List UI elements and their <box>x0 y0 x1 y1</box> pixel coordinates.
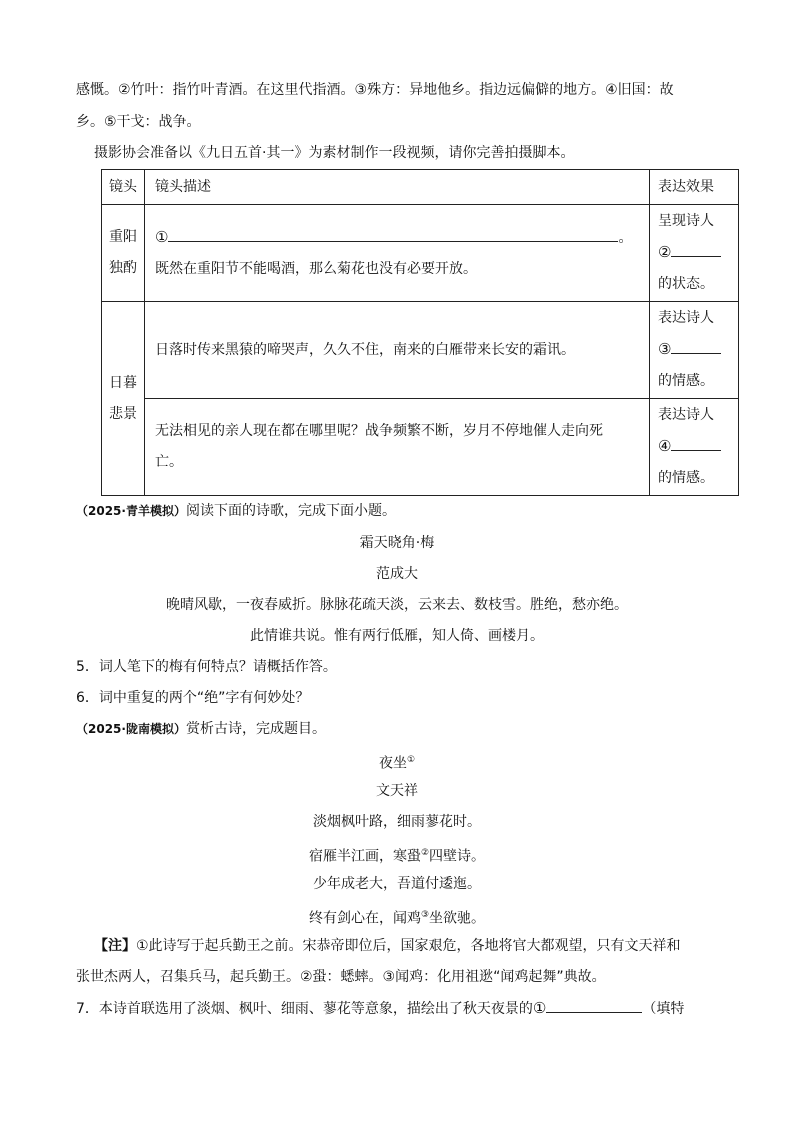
poem-line: 少年成老大，吾道付逶迤。 <box>313 876 481 892</box>
poem-line: 终有剑心在，闻鸡③坐欲驰。 <box>308 910 486 927</box>
header-effect: 表达效果 <box>650 170 739 205</box>
answer-blank-3[interactable] <box>671 339 721 354</box>
poem-line: 宿雁半江画，寒蛩②四壁诗。 <box>308 848 486 865</box>
annotation-line-1: 【注】①此诗写于起兵勤王之前。宋恭帝即位后，国家艰危，各地将官大都观望，只有文天祥和 <box>94 938 681 954</box>
table-header-row <box>102 170 739 205</box>
question-5: 5．词人笔下的梅有何特点？请概括作答。 <box>76 659 337 675</box>
poem-line: 晚晴风歇，一夜春威折。脉脉花疏天淡，云来去、数枝雪。胜绝，愁亦绝。 <box>166 597 628 613</box>
answer-blank-2[interactable] <box>671 242 721 257</box>
shot-description: 日落时传来黑猿的啼哭声，久久不住，南来的白雁带来长安的霜讯。 <box>145 302 650 399</box>
answer-blank-4[interactable] <box>671 436 721 451</box>
poem-title: 霜天晓角·梅 <box>359 535 435 551</box>
shot-effect: 呈现诗人 ② 的状态。 <box>650 205 739 302</box>
table-row <box>102 399 739 496</box>
header-description: 镜头描述 <box>145 170 650 205</box>
question-7: 7．本诗首联选用了淡烟、枫叶、细雨、蓼花等意象，描绘出了秋天夜景的① （填特 <box>76 999 685 1017</box>
shot-name: 日暮 悲景 <box>102 302 145 496</box>
answer-blank-1[interactable] <box>168 227 618 242</box>
shot-name: 重阳 独酌 <box>102 205 145 302</box>
poem-line: 此情谁共说。惟有两行低雁，知人倚、画楼月。 <box>250 628 544 644</box>
task-instruction: 摄影协会准备以《九日五首·其一》为素材制作一段视频，请你完善拍摄脚本。 <box>94 145 575 161</box>
question-6: 6．词中重复的两个“绝”字有何妙处？ <box>76 690 310 706</box>
note-line-1: 感慨。②竹叶：指竹叶青酒。在这里代指酒。③殊方：异地他乡。指边远偏僻的地方。④旧国：故 <box>76 82 674 98</box>
table-row <box>102 302 739 399</box>
table-row <box>102 205 739 302</box>
poem-title: 夜坐① <box>378 755 416 772</box>
shot-description: ① 。 既然在重阳节不能喝酒，那么菊花也没有必要开放。 <box>145 205 650 302</box>
poem-line: 淡烟枫叶路，细雨蓼花时。 <box>313 814 481 830</box>
shot-effect: 表达诗人 ④ 的情感。 <box>650 399 739 496</box>
question-source: （2025·陇南模拟）赏析古诗，完成题目。 <box>76 721 326 737</box>
shot-effect: 表达诗人 ③ 的情感。 <box>650 302 739 399</box>
annotation-line-2: 张世杰两人，召集兵马，起兵勤王。②蛩：蟋蟀。③闻鸡：化用祖逖“闻鸡起舞”典故。 <box>76 969 606 985</box>
poem-author: 文天祥 <box>376 783 418 799</box>
answer-blank-q7[interactable] <box>546 998 642 1013</box>
shot-description: 无法相见的亲人现在都在哪里呢？战争频繁不断，岁月不停地催人走向死 亡。 <box>145 399 650 496</box>
shooting-script-table <box>101 169 739 496</box>
question-source: （2025·青羊模拟）阅读下面的诗歌，完成下面小题。 <box>76 503 396 519</box>
header-shot: 镜头 <box>102 170 145 205</box>
note-line-2: 乡。⑤干戈：战争。 <box>76 114 201 130</box>
poem-author: 范成大 <box>376 566 418 582</box>
